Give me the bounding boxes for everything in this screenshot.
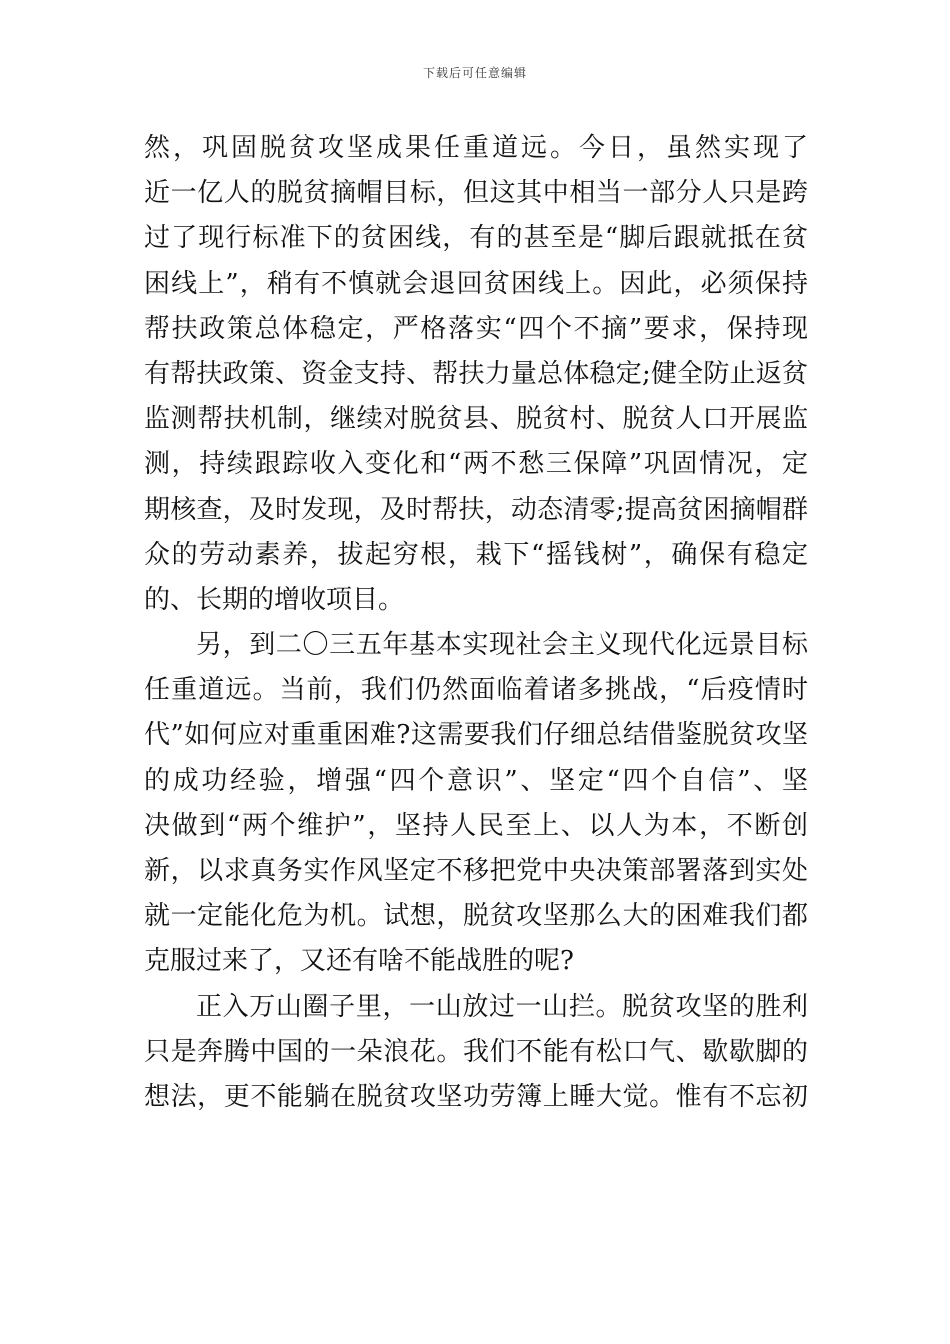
text-line: 然，巩固脱贫攻坚成果任重道远。今日，虽然实现了 — [144, 133, 808, 163]
text-line: 只是奔腾中国的一朵浪花。我们不能有松口气、歇歇脚的 — [144, 1036, 808, 1067]
text-line: 测，持续跟踪收入变化和“两不愁三保障”巩固情况，定 — [144, 449, 808, 480]
text-line: 期核查，及时发现，及时帮扶，动态清零;提高贫困摘帽群 — [144, 494, 808, 525]
text-line: 帮扶政策总体稳定，严格落实“四个不摘”要求，保持现 — [144, 313, 808, 344]
text-line: 决做到“两个维护”，坚持人民至上、以人为本，不断创 — [144, 810, 808, 841]
text-line: 新，以求真务实作风坚定不移把党中央决策部署落到实处 — [144, 856, 808, 886]
text-line: 近一亿人的脱贫摘帽目标，但这其中相当一部分人只是跨 — [144, 178, 808, 209]
paragraph-first-line: 另，到二〇三五年基本实现社会主义现代化远景目标 — [196, 630, 808, 661]
document-body — [144, 126, 808, 1120]
text-line: 监测帮扶机制，继续对脱贫县、脱贫村、脱贫人口开展监 — [144, 404, 808, 435]
text-line: 克服过来了，又还有啥不能战胜的呢? — [144, 946, 574, 977]
text-line: 困线上”，稍有不慎就会退回贫困线上。因此，必须保持 — [144, 268, 808, 299]
text-line: 的、长期的增收项目。 — [144, 584, 405, 615]
text-line: 代”如何应对重重困难?这需要我们仔细总结借鉴脱贫攻坚 — [144, 720, 808, 751]
text-line: 就一定能化危为机。试想，脱贫攻坚那么大的困难我们都 — [144, 901, 808, 932]
page-header: 下载后可任意编辑 — [422, 66, 527, 80]
text-line: 任重道远。当前，我们仍然面临着诸多挑战，“后疫情时 — [144, 675, 808, 706]
paragraph-first-line: 正入万山圈子里，一山放过一山拦。脱贫攻坚的胜利 — [196, 991, 808, 1022]
text-line: 有帮扶政策、资金支持、帮扶力量总体稳定;健全防止返贫 — [144, 358, 808, 389]
text-line: 想法，更不能躺在脱贫攻坚功劳簿上睡大觉。惟有不忘初 — [144, 1081, 808, 1112]
text-line: 众的劳动素养，拔起穷根，栽下“摇钱树”，确保有稳定 — [144, 539, 808, 570]
text-line: 的成功经验，增强“四个意识”、坚定“四个自信”、坚 — [144, 765, 808, 796]
text-line: 过了现行标准下的贫困线，有的甚至是“脚后跟就抵在贫 — [144, 223, 808, 254]
